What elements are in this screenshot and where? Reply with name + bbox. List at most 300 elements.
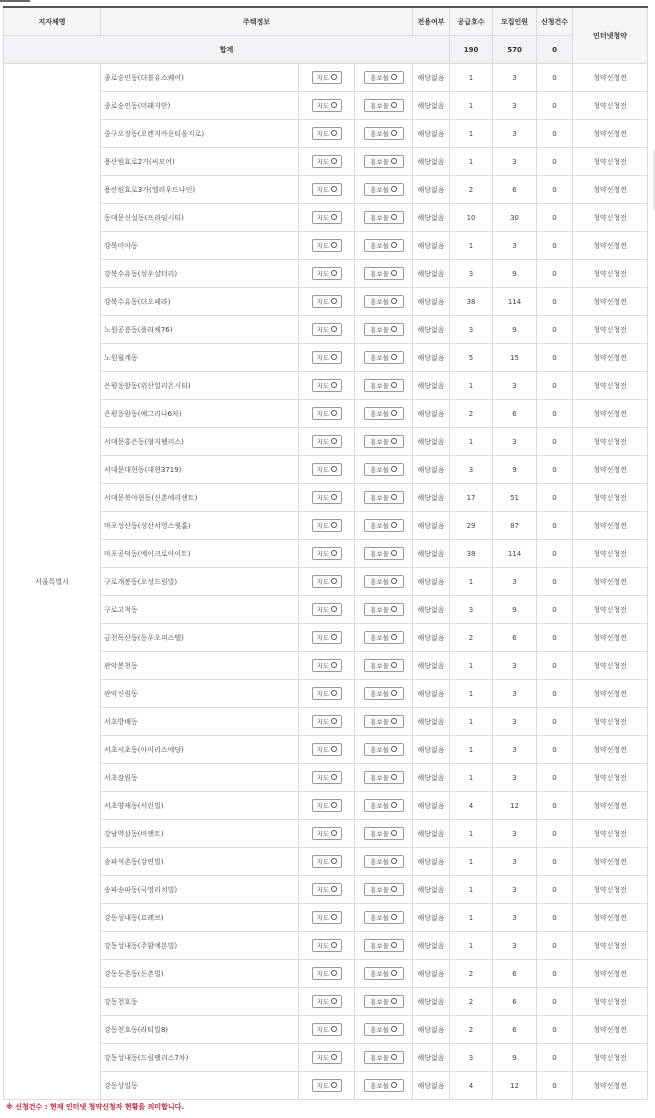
search-icon <box>391 634 397 640</box>
map-button[interactable] <box>312 323 342 336</box>
brochure-button-label: 홍보물 <box>370 746 389 754</box>
map-cell <box>299 204 355 232</box>
house-name: 강동성내동(드림팰리스7차) <box>101 1044 299 1072</box>
brochure-button[interactable] <box>364 995 404 1008</box>
table-row <box>4 260 648 288</box>
brochure-button[interactable] <box>364 463 404 476</box>
map-button[interactable] <box>312 547 342 560</box>
supply-cell: 1 <box>450 876 493 904</box>
exclusive-cell: 해당없음 <box>413 232 450 260</box>
supply-cell: 3 <box>450 260 493 288</box>
info-cell <box>355 484 413 512</box>
brochure-button-label: 홍보물 <box>370 214 389 222</box>
info-cell <box>355 848 413 876</box>
info-cell <box>355 204 413 232</box>
house-name: 관악신림동 <box>101 680 299 708</box>
house-name: 은평응암동(위산일리온시티) <box>101 372 299 400</box>
map-button[interactable] <box>312 295 342 308</box>
supply-cell: 4 <box>450 1072 493 1100</box>
brochure-button[interactable] <box>364 687 404 700</box>
house-name: 서초양재동(서린빌) <box>101 792 299 820</box>
house-name: 강동성내동(르레브) <box>101 904 299 932</box>
brochure-button-label: 홍보물 <box>370 830 389 838</box>
internet-apply-status[interactable]: 청약신청전 <box>573 932 648 960</box>
table-row <box>4 316 648 344</box>
map-cell <box>299 652 355 680</box>
search-icon <box>331 326 337 332</box>
map-button[interactable] <box>312 995 342 1008</box>
internet-apply-status[interactable]: 청약신청전 <box>573 484 648 512</box>
brochure-button[interactable] <box>364 603 404 616</box>
map-button-label: 지도 <box>316 634 330 642</box>
recruit-cell: 87 <box>493 512 537 540</box>
brochure-button[interactable] <box>364 799 404 812</box>
search-icon <box>391 354 397 360</box>
exclusive-cell: 해당없음 <box>413 764 450 792</box>
totals-label: 합계 <box>4 36 450 64</box>
brochure-button[interactable] <box>364 1079 404 1092</box>
brochure-button[interactable] <box>364 267 404 280</box>
internet-apply-status[interactable]: 청약신청전 <box>573 260 648 288</box>
map-button[interactable] <box>312 1023 342 1036</box>
search-icon <box>331 214 337 220</box>
recruit-cell: 3 <box>493 680 537 708</box>
internet-apply-status[interactable]: 청약신청전 <box>573 176 648 204</box>
internet-apply-status[interactable]: 청약신청전 <box>573 1016 648 1044</box>
search-icon <box>331 774 337 780</box>
supply-cell: 3 <box>450 456 493 484</box>
internet-apply-status[interactable]: 청약신청전 <box>573 1044 648 1072</box>
map-button[interactable] <box>312 407 342 420</box>
brochure-button[interactable] <box>364 575 404 588</box>
footnote: ※ 신청건수 : 현재 인터넷 청약신청자 현황을 의미합니다. <box>6 1103 185 1111</box>
map-button-label: 지도 <box>316 746 330 754</box>
brochure-button[interactable] <box>364 911 404 924</box>
house-name: 종로숭인동(미래지안) <box>101 92 299 120</box>
brochure-button-label: 홍보물 <box>370 158 389 166</box>
map-button[interactable] <box>312 99 342 112</box>
house-name: 노원월계동 <box>101 344 299 372</box>
info-cell <box>355 512 413 540</box>
brochure-button[interactable] <box>364 351 404 364</box>
brochure-button[interactable] <box>364 183 404 196</box>
map-button[interactable] <box>312 239 342 252</box>
map-button[interactable] <box>312 631 342 644</box>
map-button-label: 지도 <box>316 466 330 474</box>
applications-cell: 0 <box>537 148 573 176</box>
map-cell <box>299 400 355 428</box>
info-cell <box>355 120 413 148</box>
info-cell <box>355 148 413 176</box>
internet-apply-status[interactable]: 청약신청전 <box>573 204 648 232</box>
brochure-button[interactable] <box>364 659 404 672</box>
map-button-label: 지도 <box>316 410 330 418</box>
header-house-info: 주택정보 <box>101 7 413 36</box>
brochure-button[interactable] <box>364 1023 404 1036</box>
table-row <box>4 820 648 848</box>
search-icon <box>331 606 337 612</box>
map-cell <box>299 148 355 176</box>
exclusive-cell: 해당없음 <box>413 512 450 540</box>
brochure-button[interactable] <box>364 127 404 140</box>
map-button[interactable] <box>312 211 342 224</box>
search-icon <box>331 998 337 1004</box>
map-button[interactable] <box>312 1051 342 1064</box>
internet-apply-status[interactable]: 청약신청전 <box>573 736 648 764</box>
recruit-cell: 3 <box>493 120 537 148</box>
exclusive-cell: 해당없음 <box>413 624 450 652</box>
internet-apply-status[interactable]: 청약신청전 <box>573 288 648 316</box>
map-button[interactable] <box>312 463 342 476</box>
exclusive-cell: 해당없음 <box>413 260 450 288</box>
search-icon <box>391 914 397 920</box>
exclusive-cell: 해당없음 <box>413 204 450 232</box>
internet-apply-status[interactable]: 청약신청전 <box>573 540 648 568</box>
applications-cell: 0 <box>537 512 573 540</box>
applications-cell: 0 <box>537 400 573 428</box>
applications-cell: 0 <box>537 624 573 652</box>
map-button[interactable] <box>312 183 342 196</box>
internet-apply-status[interactable]: 청약신청전 <box>573 820 648 848</box>
internet-apply-status[interactable]: 청약신청전 <box>573 876 648 904</box>
map-button[interactable] <box>312 379 342 392</box>
brochure-button[interactable] <box>364 239 404 252</box>
supply-cell: 1 <box>450 848 493 876</box>
table-row <box>4 960 648 988</box>
internet-apply-status[interactable]: 청약신청전 <box>573 372 648 400</box>
recruit-cell: 6 <box>493 1016 537 1044</box>
search-icon <box>331 522 337 528</box>
map-button[interactable] <box>312 659 342 672</box>
map-button-label: 지도 <box>316 942 330 950</box>
house-name: 서초방배동 <box>101 708 299 736</box>
recruit-cell: 9 <box>493 260 537 288</box>
internet-apply-status[interactable]: 청약신청전 <box>573 512 648 540</box>
table-row <box>4 372 648 400</box>
map-button[interactable] <box>312 603 342 616</box>
applications-cell: 0 <box>537 92 573 120</box>
map-cell <box>299 484 355 512</box>
map-cell <box>299 176 355 204</box>
house-name: 서초잠원동 <box>101 764 299 792</box>
search-icon <box>331 830 337 836</box>
internet-apply-status[interactable]: 청약신청전 <box>573 232 648 260</box>
internet-apply-status[interactable]: 청약신청전 <box>573 764 648 792</box>
exclusive-cell: 해당없음 <box>413 92 450 120</box>
applications-cell: 0 <box>537 960 573 988</box>
house-name: 금천독산동(동우오피스텔) <box>101 624 299 652</box>
internet-apply-status[interactable]: 청약신청전 <box>573 708 648 736</box>
brochure-button-label: 홍보물 <box>370 242 389 250</box>
map-button-label: 지도 <box>316 690 330 698</box>
map-button[interactable] <box>312 71 342 84</box>
map-button-label: 지도 <box>316 774 330 782</box>
brochure-button-label: 홍보물 <box>370 914 389 922</box>
table-row <box>4 456 648 484</box>
house-name: 마포공덕동(에이크로아이트) <box>101 540 299 568</box>
brochure-button[interactable] <box>364 295 404 308</box>
search-icon <box>391 718 397 724</box>
info-cell <box>355 708 413 736</box>
map-button[interactable] <box>312 267 342 280</box>
search-icon <box>391 998 397 1004</box>
table-row <box>4 596 648 624</box>
brochure-button[interactable] <box>364 939 404 952</box>
supply-cell: 1 <box>450 372 493 400</box>
exclusive-cell: 해당없음 <box>413 680 450 708</box>
exclusive-cell: 해당없음 <box>413 876 450 904</box>
brochure-button-label: 홍보물 <box>370 886 389 894</box>
brochure-button-label: 홍보물 <box>370 774 389 782</box>
supply-cell: 1 <box>450 736 493 764</box>
brochure-button[interactable] <box>364 407 404 420</box>
search-icon <box>391 326 397 332</box>
internet-apply-status[interactable]: 청약신청전 <box>573 344 648 372</box>
map-button-label: 지도 <box>316 1026 330 1034</box>
header-supply: 공급호수 <box>450 7 493 36</box>
applications-cell: 0 <box>537 596 573 624</box>
map-button[interactable] <box>312 855 342 868</box>
recruit-cell: 6 <box>493 988 537 1016</box>
internet-apply-status[interactable]: 청약신청전 <box>573 988 648 1016</box>
map-button-label: 지도 <box>316 830 330 838</box>
table-row <box>4 120 648 148</box>
internet-apply-status[interactable]: 청약신청전 <box>573 904 648 932</box>
header-internet: 인터넷청약 <box>573 7 648 64</box>
brochure-button[interactable] <box>364 827 404 840</box>
search-icon <box>331 298 337 304</box>
recruit-cell: 6 <box>493 960 537 988</box>
internet-apply-status[interactable]: 청약신청전 <box>573 120 648 148</box>
supply-cell: 1 <box>450 148 493 176</box>
supply-cell: 1 <box>450 904 493 932</box>
map-button[interactable] <box>312 883 342 896</box>
search-icon <box>391 270 397 276</box>
exclusive-cell: 해당없음 <box>413 456 450 484</box>
map-button-label: 지도 <box>316 1082 330 1090</box>
table-row <box>4 92 648 120</box>
map-cell <box>299 596 355 624</box>
map-cell <box>299 512 355 540</box>
applications-cell: 0 <box>537 232 573 260</box>
internet-apply-status[interactable]: 청약신청전 <box>573 1072 648 1100</box>
map-button-label: 지도 <box>316 298 330 306</box>
house-name: 마포성산동(성산서영스윗홈) <box>101 512 299 540</box>
map-button[interactable] <box>312 827 342 840</box>
search-icon <box>331 158 337 164</box>
applications-cell: 0 <box>537 484 573 512</box>
recruit-cell: 9 <box>493 596 537 624</box>
house-name: 강남역삼동(비앤트) <box>101 820 299 848</box>
brochure-button[interactable] <box>364 631 404 644</box>
recruit-cell: 6 <box>493 176 537 204</box>
search-icon <box>391 970 397 976</box>
brochure-button[interactable] <box>364 967 404 980</box>
map-button-label: 지도 <box>316 494 330 502</box>
search-icon <box>331 886 337 892</box>
brochure-button[interactable] <box>364 211 404 224</box>
search-icon <box>391 382 397 388</box>
internet-apply-status[interactable]: 청약신청전 <box>573 316 648 344</box>
brochure-button[interactable] <box>364 155 404 168</box>
map-button[interactable] <box>312 939 342 952</box>
map-button[interactable] <box>312 771 342 784</box>
table-body <box>4 64 648 1100</box>
internet-apply-status[interactable]: 청약신청전 <box>573 848 648 876</box>
house-name: 강동성내동(주함예본빌) <box>101 932 299 960</box>
map-button[interactable] <box>312 687 342 700</box>
info-cell <box>355 400 413 428</box>
supply-cell: 2 <box>450 1016 493 1044</box>
applications-cell: 0 <box>537 792 573 820</box>
search-icon <box>391 130 397 136</box>
brochure-button[interactable] <box>364 855 404 868</box>
brochure-button-label: 홍보물 <box>370 606 389 614</box>
brochure-button[interactable] <box>364 771 404 784</box>
brochure-button[interactable] <box>364 883 404 896</box>
internet-apply-status[interactable]: 청약신청전 <box>573 64 648 92</box>
exclusive-cell: 해당없음 <box>413 344 450 372</box>
applications-cell: 0 <box>537 736 573 764</box>
exclusive-cell: 해당없음 <box>413 176 450 204</box>
map-button[interactable] <box>312 435 342 448</box>
brochure-button[interactable] <box>364 491 404 504</box>
house-name: 강북수유동(성우샬터리) <box>101 260 299 288</box>
house-name: 서대문대현동(대현3719) <box>101 456 299 484</box>
search-icon <box>391 774 397 780</box>
brochure-button[interactable] <box>364 1051 404 1064</box>
recruit-cell: 114 <box>493 288 537 316</box>
exclusive-cell: 해당없음 <box>413 1072 450 1100</box>
internet-apply-status[interactable]: 청약신청전 <box>573 596 648 624</box>
internet-apply-status[interactable]: 청약신청전 <box>573 428 648 456</box>
map-button[interactable] <box>312 967 342 980</box>
internet-apply-status[interactable]: 청약신청전 <box>573 652 648 680</box>
exclusive-cell: 해당없음 <box>413 960 450 988</box>
supply-cell: 1 <box>450 92 493 120</box>
map-button[interactable] <box>312 351 342 364</box>
supply-cell: 1 <box>450 764 493 792</box>
table-row <box>4 652 648 680</box>
house-name: 강북수유동(더오페라) <box>101 288 299 316</box>
brochure-button[interactable] <box>364 71 404 84</box>
search-icon <box>391 242 397 248</box>
map-cell <box>299 792 355 820</box>
map-button[interactable] <box>312 519 342 532</box>
internet-apply-status[interactable]: 청약신청전 <box>573 92 648 120</box>
internet-apply-status[interactable]: 청약신청전 <box>573 568 648 596</box>
internet-apply-status[interactable]: 청약신청전 <box>573 792 648 820</box>
map-button[interactable] <box>312 799 342 812</box>
table-row <box>4 64 648 92</box>
map-button[interactable] <box>312 743 342 756</box>
applications-cell: 0 <box>537 820 573 848</box>
map-button-label: 지도 <box>316 970 330 978</box>
map-button[interactable] <box>312 911 342 924</box>
map-button[interactable] <box>312 715 342 728</box>
map-button[interactable] <box>312 127 342 140</box>
recruit-cell: 15 <box>493 344 537 372</box>
header-row <box>4 7 648 36</box>
recruit-cell: 3 <box>493 148 537 176</box>
map-button-label: 지도 <box>316 382 330 390</box>
header-region: 지자체명 <box>4 7 101 36</box>
recruit-cell: 3 <box>493 708 537 736</box>
map-button-label: 지도 <box>316 858 330 866</box>
map-button-label: 지도 <box>316 74 330 82</box>
recruit-cell: 3 <box>493 568 537 596</box>
exclusive-cell: 해당없음 <box>413 64 450 92</box>
table-row <box>4 512 648 540</box>
map-button-label: 지도 <box>316 886 330 894</box>
brochure-button[interactable] <box>364 99 404 112</box>
search-icon <box>331 942 337 948</box>
map-button[interactable] <box>312 1079 342 1092</box>
applications-cell: 0 <box>537 932 573 960</box>
applications-cell: 0 <box>537 1016 573 1044</box>
recruit-cell: 12 <box>493 792 537 820</box>
internet-apply-status[interactable]: 청약신청전 <box>573 148 648 176</box>
brochure-button-label: 홍보물 <box>370 186 389 194</box>
info-cell <box>355 764 413 792</box>
map-button[interactable] <box>312 575 342 588</box>
map-cell <box>299 428 355 456</box>
map-button[interactable] <box>312 155 342 168</box>
house-name: 송파석촌동(강연빌) <box>101 848 299 876</box>
internet-apply-status[interactable]: 청약신청전 <box>573 456 648 484</box>
table-row <box>4 988 648 1016</box>
table-row <box>4 708 648 736</box>
table-row <box>4 1016 648 1044</box>
supply-cell: 5 <box>450 344 493 372</box>
recruit-cell: 3 <box>493 372 537 400</box>
search-icon <box>331 970 337 976</box>
info-cell <box>355 820 413 848</box>
brochure-button-label: 홍보물 <box>370 102 389 110</box>
brochure-button[interactable] <box>364 379 404 392</box>
exclusive-cell: 해당없음 <box>413 148 450 176</box>
brochure-button[interactable] <box>364 435 404 448</box>
internet-apply-status[interactable]: 청약신청전 <box>573 680 648 708</box>
brochure-button-label: 홍보물 <box>370 494 389 502</box>
brochure-button[interactable] <box>364 743 404 756</box>
brochure-button-label: 홍보물 <box>370 802 389 810</box>
map-button-label: 지도 <box>316 354 330 362</box>
search-icon <box>391 606 397 612</box>
exclusive-cell: 해당없음 <box>413 820 450 848</box>
brochure-button[interactable] <box>364 715 404 728</box>
search-icon <box>331 354 337 360</box>
supply-cell: 1 <box>450 64 493 92</box>
supply-cell: 38 <box>450 288 493 316</box>
internet-apply-status[interactable]: 청약신청전 <box>573 624 648 652</box>
search-icon <box>331 242 337 248</box>
housing-table <box>3 6 648 1100</box>
internet-apply-status[interactable]: 청약신청전 <box>573 400 648 428</box>
applications-cell: 0 <box>537 428 573 456</box>
internet-apply-status[interactable]: 청약신청전 <box>573 960 648 988</box>
brochure-button-label: 홍보물 <box>370 690 389 698</box>
brochure-button-label: 홍보물 <box>370 522 389 530</box>
supply-cell: 2 <box>450 176 493 204</box>
map-cell <box>299 120 355 148</box>
brochure-button[interactable] <box>364 519 404 532</box>
applications-cell: 0 <box>537 708 573 736</box>
brochure-button[interactable] <box>364 547 404 560</box>
map-button[interactable] <box>312 491 342 504</box>
map-cell <box>299 932 355 960</box>
brochure-button[interactable] <box>364 323 404 336</box>
